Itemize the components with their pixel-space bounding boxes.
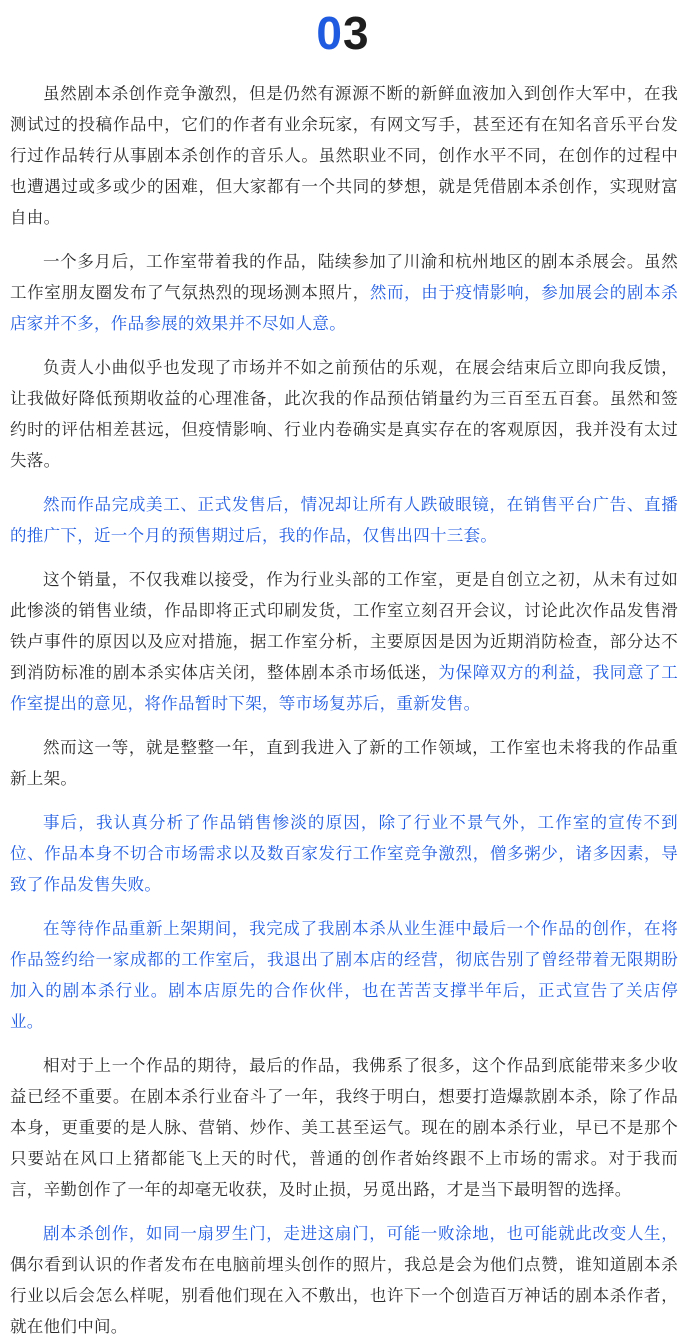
paragraph-9 [10,1050,678,1205]
paragraph-10 [10,1218,678,1342]
highlighted-text: 为保障双方的利益，我同意了工作室提出的意见，将作品暂时下架，等市场复苏后，重新发售。 [10,663,678,713]
highlighted-text: 然而，由于疫情影响，参加展会的剧本杀店家并不多，作品参展的效果并不尽如人意。 [10,283,678,333]
paragraph-text: 偶尔看到认识的作者发布在电脑前埋头创作的照片，我总是会为他们点赞，谁知道剧本杀行业以后会怎么样呢，别看他们现在入不敷出，也许下一个创造百万神话的剧本杀作者，就在他们中间。 [10,1255,678,1336]
paragraph-2 [10,246,678,339]
paragraph-7 [10,807,678,900]
paragraph-6 [10,732,678,794]
paragraph-1 [10,78,678,233]
paragraph-text: 这个销量，不仅我难以接受，作为行业头部的工作室，更是自创立之初，从未有过如此惨淡的销售业绩，作品即将正式印刷发货，工作室立刻召开会议，讨论此次作品发售滑铁卢事件的原因以及应对措施，据工作室分析，主要原因是因为近期消防检查，部分达不到消防标准的剧本杀实体店关闭，整体剧本杀市场低迷， [10,570,678,682]
highlighted-text: 在等待作品重新上架期间，我完成了我剧本杀从业生涯中最后一个作品的创作，在将作品签约给一家成都的工作室后，我退出了剧本店的经营，彻底告别了曾经带着无限期盼加入的剧本杀行业。剧本店原先的合作伙伴，也在苦苦支撑半年后，正式宣告了关店停业。 [10,919,678,1031]
section-number-second-digit: 3 [343,7,370,59]
paragraph-text: 然而这一等，就是整整一年，直到我进入了新的工作领域，工作室也未将我的作品重新上架。 [10,738,678,788]
highlighted-text: 事后，我认真分析了作品销售惨淡的原因，除了行业不景气外，工作室的宣传不到位、作品本身不切合市场需求以及数百家发行工作室竞争激烈，僧多粥少，诸多因素，导致了作品发售失败。 [10,813,678,894]
paragraph-4 [10,489,678,551]
paragraph-text: 相对于上一个作品的期待，最后的作品，我佛系了很多，这个作品到底能带来多少收益已经不重要。在剧本杀行业奋斗了一年，我终于明白，想要打造爆款剧本杀，除了作品本身，更重要的是人脉、营销、炒作、美工甚至运气。现在的剧本杀行业，早已不是那个只要站在风口上猪都能飞上天的时代，普通的创作者始终跟不上市场的需求。对于我而言，辛勤创作了一年的却毫无收获，及时止损，另觅出路，才是当下最明智的选择。 [10,1056,678,1199]
article-body [0,64,686,1342]
section-number-heading [0,0,686,64]
paragraph-text: 一个多月后，工作室带着我的作品，陆续参加了川渝和杭州地区的剧本杀展会。虽然工作室朋友圈发布了气氛热烈的现场测本照片， [10,252,678,302]
section-number-first-digit: 0 [316,7,343,59]
paragraph-3 [10,352,678,476]
highlighted-text: 剧本杀创作，如同一扇罗生门，走进这扇门，可能一败涂地，也可能就此改变人生， [43,1224,678,1243]
paragraph-5 [10,564,678,719]
paragraph-text: 虽然剧本杀创作竞争激烈，但是仍然有源源不断的新鲜血液加入到创作大军中，在我测试过的投稿作品中，它们的作者有业余玩家，有网文写手，甚至还有在知名音乐平台发行过作品转行从事剧本杀创作的音乐人。虽然职业不同，创作水平不同，在创作的过程中也遭遇过或多或少的困难，但大家都有一个共同的梦想，就是凭借剧本杀创作，实现财富自由。 [10,84,678,227]
highlighted-text: 然而作品完成美工、正式发售后，情况却让所有人跌破眼镜，在销售平台广告、直播的推广下，近一个月的预售期过后，我的作品，仅售出四十三套。 [10,495,678,545]
paragraph-text: 负责人小曲似乎也发现了市场并不如之前预估的乐观，在展会结束后立即向我反馈，让我做好降低预期收益的心理准备，此次我的作品预估销量约为三百至五百套。虽然和签约时的评估相差甚远，但疫情影响、行业内卷确实是真实存在的客观原因，我并没有太过失落。 [10,358,678,470]
paragraph-8 [10,913,678,1037]
